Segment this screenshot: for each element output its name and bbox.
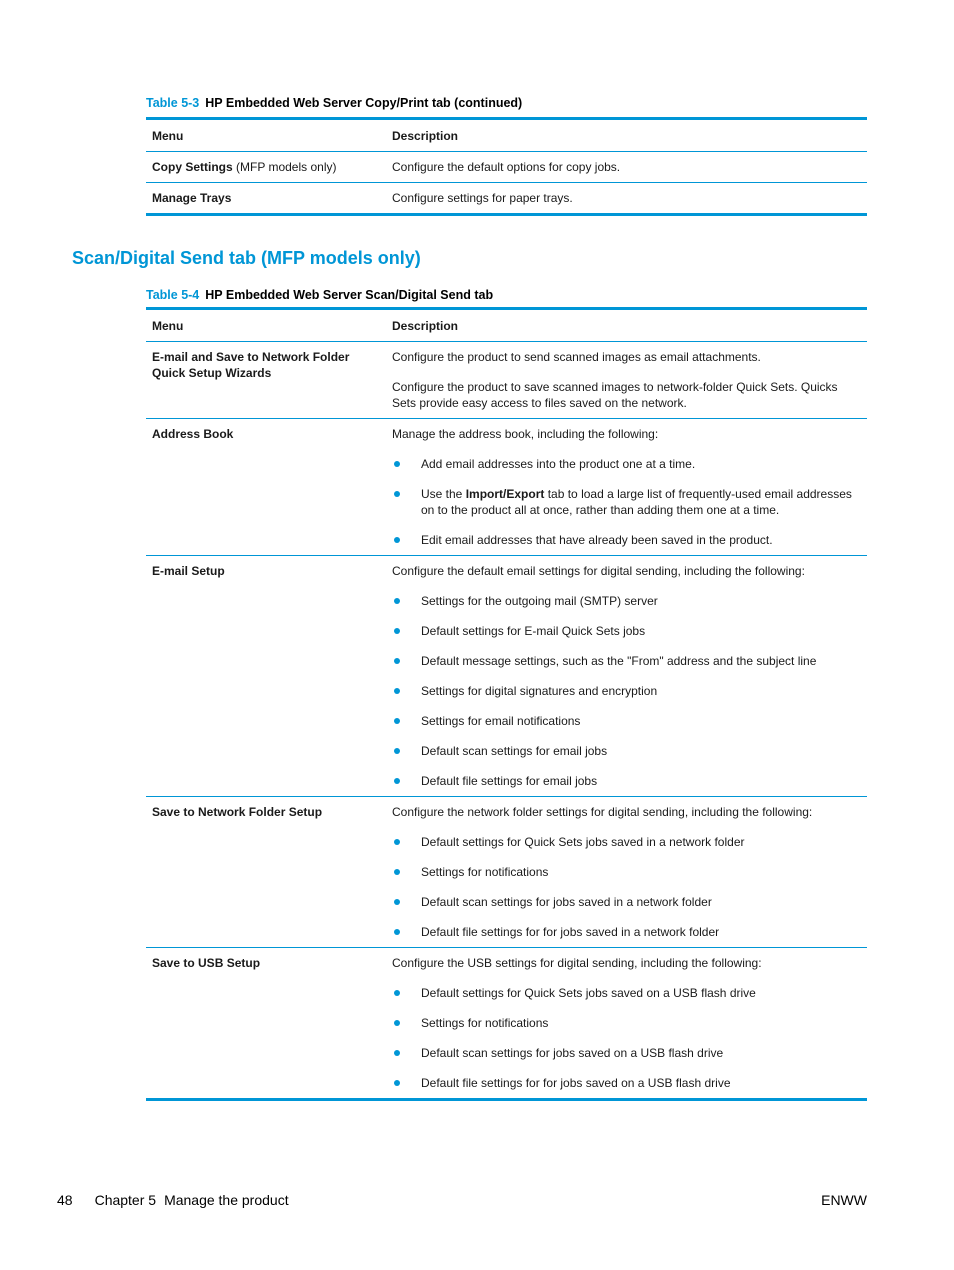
list-item	[392, 532, 861, 548]
menu-cell: E-mail and Save to Network Folder Quick Setup Wizards	[146, 342, 386, 419]
description-intro: Manage the address book, including the following:	[392, 427, 659, 441]
list-item	[392, 834, 861, 850]
bullet-list	[392, 985, 861, 1091]
list-item	[392, 456, 861, 472]
bullet-icon	[394, 461, 400, 467]
list-item-text: Default file settings for email jobs	[421, 774, 598, 788]
list-item	[392, 486, 861, 518]
table-header-row	[146, 119, 867, 152]
chapter-label: Chapter 5	[94, 1192, 157, 1208]
list-item	[392, 894, 861, 910]
list-item	[392, 683, 861, 699]
description-paragraph: Configure the product to send scanned images as email attachments.	[392, 350, 761, 364]
list-item	[392, 743, 861, 759]
menu-cell	[146, 152, 386, 183]
list-item-text: tab to load a large list of frequently-used email addresses on to the product all at once, rather than adding them one at a time.	[421, 487, 852, 517]
table-5-4	[146, 307, 867, 1101]
list-item-text: Default file settings for for jobs saved in a network folder	[421, 925, 720, 939]
bullet-icon	[394, 718, 400, 724]
menu-note: (MFP models only)	[232, 160, 337, 174]
list-item-text: Default scan settings for email jobs	[421, 744, 608, 758]
bullet-icon	[394, 491, 400, 497]
bullet-icon	[394, 628, 400, 634]
list-item-text: Default settings for E-mail Quick Sets jobs	[421, 624, 646, 638]
list-item-text: Settings for the outgoing mail (SMTP) server	[421, 594, 658, 608]
menu-cell: Save to USB Setup	[146, 948, 386, 1100]
table-5-3-caption	[146, 96, 522, 110]
description-cell	[386, 797, 867, 948]
list-item-text: Default message settings, such as the "From" address and the subject line	[421, 654, 817, 668]
chapter-title: Manage the product	[164, 1192, 289, 1208]
bullet-icon	[394, 1080, 400, 1086]
description-cell: Configure the default options for copy jobs.	[386, 152, 867, 183]
list-item	[392, 864, 861, 880]
description-cell	[386, 948, 867, 1100]
table-header-row	[146, 309, 867, 342]
description-intro: Configure the default email settings for digital sending, including the following:	[392, 564, 805, 578]
column-header-description: Description	[386, 119, 867, 152]
list-item	[392, 1015, 861, 1031]
page-number: 48	[57, 1192, 73, 1208]
list-item-text: Settings for digital signatures and encryption	[421, 684, 658, 698]
description-paragraph: Configure the product to save scanned images to network-folder Quick Sets. Quicks Sets provide easy access to files saved on the network.	[392, 380, 838, 410]
list-item	[392, 1045, 861, 1061]
bullet-icon	[394, 748, 400, 754]
bullet-icon	[394, 537, 400, 543]
list-item	[392, 985, 861, 1001]
table-row	[146, 152, 867, 183]
description-cell	[386, 419, 867, 556]
list-item-emphasis: Import/Export	[465, 487, 545, 501]
bullet-icon	[394, 990, 400, 996]
bullet-list	[392, 456, 861, 548]
list-item-text: Add email addresses into the product one at a time.	[421, 457, 696, 471]
column-header-menu: Menu	[146, 309, 386, 342]
list-item	[392, 924, 861, 940]
page-footer-right: ENWW	[821, 1192, 867, 1208]
table-title: HP Embedded Web Server Copy/Print tab (continued)	[205, 96, 523, 110]
list-item	[392, 713, 861, 729]
bullet-list	[392, 593, 861, 789]
list-item-text: Settings for email notifications	[421, 714, 581, 728]
bullet-icon	[394, 869, 400, 875]
list-item	[392, 653, 861, 669]
list-item	[392, 773, 861, 789]
table-row	[146, 183, 867, 215]
bullet-icon	[394, 688, 400, 694]
menu-cell: Save to Network Folder Setup	[146, 797, 386, 948]
list-item-text: Default file settings for for jobs saved on a USB flash drive	[421, 1076, 731, 1090]
list-item-text: Default settings for Quick Sets jobs saved in a network folder	[421, 835, 745, 849]
list-item-text: Edit email addresses that have already been saved in the product.	[421, 533, 773, 547]
list-item-text: Settings for notifications	[421, 865, 549, 879]
description-intro: Configure the USB settings for digital sending, including the following:	[392, 956, 762, 970]
description-cell: Configure settings for paper trays.	[386, 183, 867, 215]
table-row	[146, 342, 867, 419]
table-title: HP Embedded Web Server Scan/Digital Send tab	[205, 288, 494, 302]
table-row	[146, 556, 867, 797]
bullet-icon	[394, 929, 400, 935]
description-intro: Configure the network folder settings for digital sending, including the following:	[392, 805, 813, 819]
table-5-4-caption	[146, 288, 493, 302]
bullet-icon	[394, 778, 400, 784]
menu-label: Copy Settings	[152, 160, 233, 174]
table-row	[146, 797, 867, 948]
section-heading: Scan/Digital Send tab (MFP models only)	[72, 248, 421, 268]
description-cell	[386, 556, 867, 797]
bullet-list	[392, 834, 861, 940]
table-number: Table 5-3	[146, 96, 200, 110]
table-5-3	[146, 117, 867, 216]
bullet-icon	[394, 839, 400, 845]
bullet-icon	[394, 1050, 400, 1056]
list-item	[392, 1075, 861, 1091]
list-item-text: Default scan settings for jobs saved on a USB flash drive	[421, 1046, 724, 1060]
list-item	[392, 623, 861, 639]
table-row	[146, 948, 867, 1100]
menu-cell: Address Book	[146, 419, 386, 556]
list-item-text: Default scan settings for jobs saved in a network folder	[421, 895, 712, 909]
list-item	[392, 593, 861, 609]
menu-cell: Manage Trays	[146, 183, 386, 215]
bullet-icon	[394, 658, 400, 664]
description-cell	[386, 342, 867, 419]
list-item-text: Use the	[421, 487, 466, 501]
list-item-text: Default settings for Quick Sets jobs saved on a USB flash drive	[421, 986, 756, 1000]
column-header-menu: Menu	[146, 119, 386, 152]
bullet-icon	[394, 899, 400, 905]
column-header-description: Description	[386, 309, 867, 342]
bullet-icon	[394, 1020, 400, 1026]
page-footer-left	[57, 1192, 289, 1208]
bullet-icon	[394, 598, 400, 604]
table-number: Table 5-4	[146, 288, 200, 302]
table-row	[146, 419, 867, 556]
list-item-text: Settings for notifications	[421, 1016, 549, 1030]
menu-cell: E-mail Setup	[146, 556, 386, 797]
